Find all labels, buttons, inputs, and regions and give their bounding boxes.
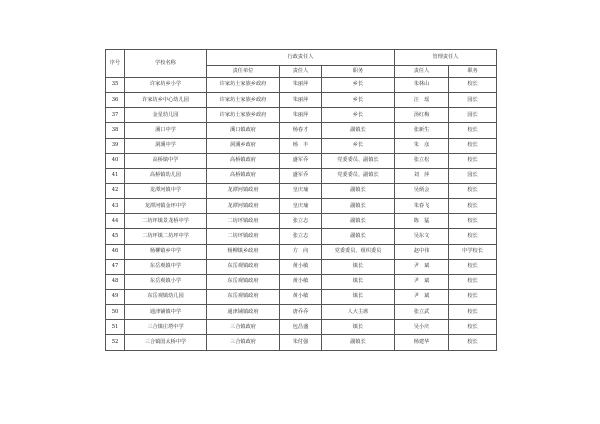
cell-seq: 45 [106, 229, 125, 244]
cell-seq: 48 [106, 274, 125, 289]
cell-admin-position: 副镇长 [322, 214, 395, 229]
cell-mgmt-person: 张立松 [395, 153, 449, 168]
cell-admin-position: 党委委员、组织委员 [322, 244, 395, 259]
cell-school-name: 金星幼儿园 [125, 108, 207, 123]
cell-mgmt-person: 杨建华 [395, 335, 449, 350]
cell-school-name: 龙潭河镇金坪中学 [125, 199, 207, 214]
cell-mgmt-position: 校长 [449, 305, 497, 320]
cell-mgmt-position: 校长 [449, 274, 497, 289]
responsibility-table [105, 49, 497, 351]
cell-admin-unit: 通津铺镇政府 [207, 305, 280, 320]
header-mgmt-position: 职务 [449, 66, 497, 78]
cell-admin-person: 张立志 [280, 229, 322, 244]
cell-seq: 52 [106, 335, 125, 350]
table-row [106, 259, 497, 274]
cell-mgmt-position: 校长 [449, 199, 497, 214]
cell-mgmt-person: 吴小庆 [395, 320, 449, 335]
cell-admin-position: 镇长 [322, 320, 395, 335]
cell-school-name: 龙潭河镇中学 [125, 183, 207, 198]
cell-admin-person: 朱付强 [280, 335, 322, 350]
cell-admin-person: 朱丽萍 [280, 108, 322, 123]
cell-seq: 49 [106, 289, 125, 304]
cell-mgmt-position: 校长 [449, 183, 497, 198]
cell-admin-unit: 三合镇政府 [207, 320, 280, 335]
header-row-top [106, 50, 497, 66]
cell-mgmt-person: 尹 斌 [395, 289, 449, 304]
cell-admin-unit: 溪口镇政府 [207, 123, 280, 138]
cell-seq: 40 [106, 153, 125, 168]
cell-mgmt-person: 赵中伟 [395, 244, 449, 259]
cell-admin-position: 镇长 [322, 259, 395, 274]
cell-admin-person: 黄小敏 [280, 289, 322, 304]
cell-school-name: 高桥镇幼儿园 [125, 168, 207, 183]
cell-mgmt-position: 校长 [449, 289, 497, 304]
cell-mgmt-person: 陈 猛 [395, 214, 449, 229]
table-row [106, 244, 497, 259]
header-mgmt-group: 管理责任人 [395, 50, 497, 66]
table-row [106, 183, 497, 198]
cell-mgmt-position: 校长 [449, 229, 497, 244]
school-responsibility-table-page [105, 49, 496, 351]
cell-seq: 42 [106, 183, 125, 198]
cell-admin-position: 乡长 [322, 108, 395, 123]
cell-mgmt-position: 园长 [449, 108, 497, 123]
cell-school-name: 许家坊乡小学 [125, 78, 207, 93]
cell-admin-person: 盛军乔 [280, 168, 322, 183]
cell-mgmt-person: 吴炳会 [395, 183, 449, 198]
cell-mgmt-position: 园长 [449, 93, 497, 108]
cell-mgmt-person: 张新生 [395, 123, 449, 138]
table-row [106, 335, 497, 350]
cell-mgmt-person: 汪 瑶 [395, 93, 449, 108]
cell-school-name: 三合镇庄塔中学 [125, 320, 207, 335]
cell-admin-person: 杨 丰 [280, 138, 322, 153]
table-body [106, 78, 497, 351]
cell-school-name: 高桥镇中学 [125, 153, 207, 168]
cell-mgmt-position: 校长 [449, 259, 497, 274]
header-school: 学校名称 [125, 50, 207, 78]
cell-school-name: 东岳观镇中学 [125, 259, 207, 274]
cell-admin-unit: 高桥镇政府 [207, 168, 280, 183]
cell-school-name: 三合镇国太桥中学 [125, 335, 207, 350]
cell-seq: 46 [106, 244, 125, 259]
table-row [106, 138, 497, 153]
cell-admin-unit: 三合镇政府 [207, 335, 280, 350]
cell-admin-position: 副镇长 [322, 123, 395, 138]
cell-mgmt-person: 朱林山 [395, 78, 449, 93]
cell-mgmt-position: 园长 [449, 168, 497, 183]
table-row [106, 274, 497, 289]
cell-school-name: 东岳观镇幼儿园 [125, 289, 207, 304]
cell-admin-position: 副镇长 [322, 229, 395, 244]
cell-mgmt-person: 吴东文 [395, 229, 449, 244]
cell-admin-position: 副镇长 [322, 199, 395, 214]
table-row [106, 93, 497, 108]
cell-seq: 38 [106, 123, 125, 138]
cell-seq: 50 [106, 305, 125, 320]
cell-admin-unit: 龙潭河镇政府 [207, 199, 280, 214]
cell-admin-position: 乡长 [322, 78, 395, 93]
header-admin-group: 行政责任人 [207, 50, 395, 66]
cell-seq: 36 [106, 93, 125, 108]
table-row [106, 305, 497, 320]
cell-admin-unit: 高桥镇政府 [207, 153, 280, 168]
cell-seq: 43 [106, 199, 125, 214]
header-mgmt-person: 责任人 [395, 66, 449, 78]
cell-mgmt-position: 校长 [449, 78, 497, 93]
header-admin-unit: 责任单位 [207, 66, 280, 78]
cell-school-name: 许家坊乡中心幼儿园 [125, 93, 207, 108]
table-row [106, 289, 497, 304]
cell-admin-person: 杨春才 [280, 123, 322, 138]
cell-mgmt-position: 校长 [449, 153, 497, 168]
cell-seq: 51 [106, 320, 125, 335]
cell-admin-position: 镇长 [322, 274, 395, 289]
cell-mgmt-person: 尹 斌 [395, 274, 449, 289]
cell-admin-unit: 东岳观镇政府 [207, 274, 280, 289]
cell-seq: 44 [106, 214, 125, 229]
cell-seq: 37 [106, 108, 125, 123]
cell-mgmt-position: 校长 [449, 214, 497, 229]
cell-seq: 39 [106, 138, 125, 153]
cell-admin-person: 黄小敏 [280, 259, 322, 274]
table-row [106, 78, 497, 93]
cell-admin-person: 皇庆瑜 [280, 199, 322, 214]
cell-admin-position: 镇长 [322, 289, 395, 304]
cell-admin-unit: 东岳观镇政府 [207, 259, 280, 274]
cell-mgmt-person: 尹 斌 [395, 259, 449, 274]
cell-admin-person: 盛军乔 [280, 153, 322, 168]
table-row [106, 123, 497, 138]
cell-admin-position: 副镇长 [322, 183, 395, 198]
cell-admin-position: 人大主席 [322, 305, 395, 320]
cell-admin-unit: 二坊坪镇政府 [207, 229, 280, 244]
cell-admin-person: 张立志 [280, 214, 322, 229]
cell-mgmt-person: 朱 彦 [395, 138, 449, 153]
cell-school-name: 通津铺镇中学 [125, 305, 207, 320]
header-seq: 序号 [106, 50, 125, 78]
cell-mgmt-person: 张立武 [395, 305, 449, 320]
header-admin-position: 职务 [322, 66, 395, 78]
cell-seq: 47 [106, 259, 125, 274]
cell-mgmt-position: 校长 [449, 335, 497, 350]
cell-admin-person: 包昌盛 [280, 320, 322, 335]
cell-admin-unit: 东岳观镇政府 [207, 289, 280, 304]
cell-admin-person: 黄小敏 [280, 274, 322, 289]
cell-mgmt-person: 刘 萍 [395, 168, 449, 183]
cell-school-name: 二坊坪镇二坊坪中学 [125, 229, 207, 244]
cell-mgmt-person: 汤红梅 [395, 108, 449, 123]
cell-mgmt-position: 中学校长 [449, 244, 497, 259]
cell-admin-person: 朱丽萍 [280, 78, 322, 93]
cell-seq: 41 [106, 168, 125, 183]
cell-seq: 35 [106, 78, 125, 93]
cell-admin-person: 方 向 [280, 244, 322, 259]
cell-admin-person: 朱丽萍 [280, 93, 322, 108]
cell-school-name: 杨柳镇乡中学 [125, 244, 207, 259]
cell-admin-position: 党委委员、副镇长 [322, 168, 395, 183]
cell-admin-person: 唐乔乔 [280, 305, 322, 320]
cell-mgmt-position: 校长 [449, 123, 497, 138]
cell-school-name: 洞溪中学 [125, 138, 207, 153]
cell-school-name: 东岳观镇小学 [125, 274, 207, 289]
cell-admin-position: 乡长 [322, 93, 395, 108]
cell-admin-unit: 龙潭河镇政府 [207, 183, 280, 198]
table-row [106, 108, 497, 123]
table-row [106, 168, 497, 183]
cell-admin-unit: 杨柳镇乡政府 [207, 244, 280, 259]
cell-admin-unit: 洞溪乡政府 [207, 138, 280, 153]
table-row [106, 229, 497, 244]
cell-mgmt-person: 朱春飞 [395, 199, 449, 214]
cell-admin-position: 党委委员、副镇长 [322, 153, 395, 168]
table-row [106, 153, 497, 168]
cell-admin-position: 副镇长 [322, 335, 395, 350]
cell-admin-unit: 许家坊土家族乡政府 [207, 93, 280, 108]
cell-admin-position: 乡长 [322, 138, 395, 153]
cell-admin-unit: 许家坊土家族乡政府 [207, 108, 280, 123]
table-row [106, 320, 497, 335]
cell-mgmt-position: 校长 [449, 320, 497, 335]
cell-school-name: 二坊坪镇景龙桥中学 [125, 214, 207, 229]
cell-school-name: 溪口中学 [125, 123, 207, 138]
cell-admin-unit: 许家坊土家族乡政府 [207, 78, 280, 93]
header-admin-person: 责任人 [280, 66, 322, 78]
table-row [106, 214, 497, 229]
cell-mgmt-position: 校长 [449, 138, 497, 153]
cell-admin-unit: 二坊坪镇政府 [207, 214, 280, 229]
cell-admin-person: 皇庆瑜 [280, 183, 322, 198]
table-row [106, 199, 497, 214]
